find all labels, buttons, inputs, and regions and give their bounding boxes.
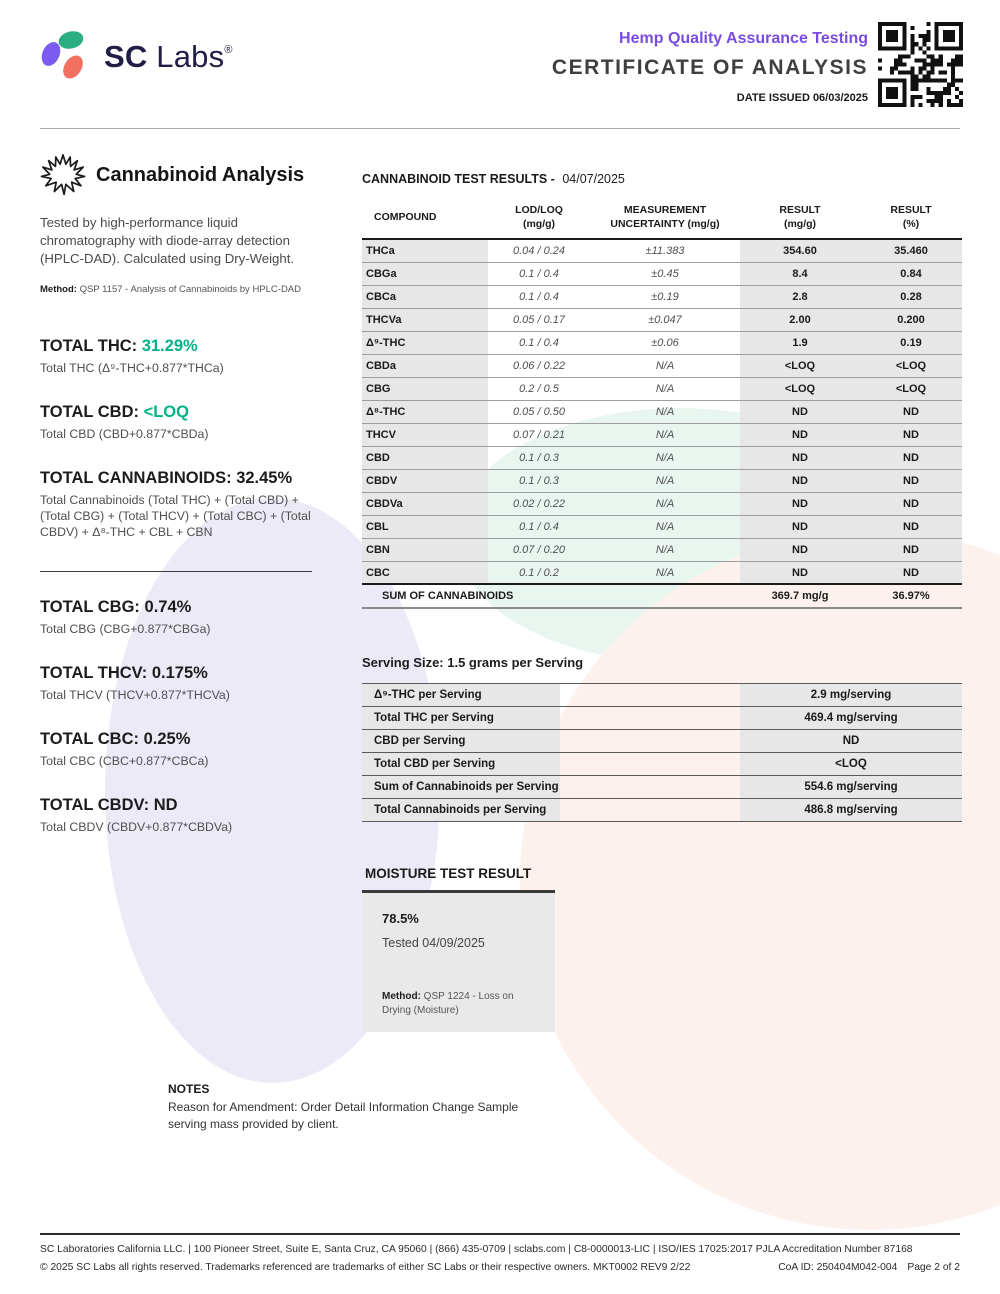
col-uncertainty: MEASUREMENT UNCERTAINTY (mg/g) [590, 198, 740, 239]
col-result-pct: RESULT (%) [860, 198, 962, 239]
uncertainty-value: ±0.047 [590, 308, 740, 331]
result-pct: ND [860, 469, 962, 492]
serving-gap [560, 707, 740, 730]
total-cbc-label: TOTAL CBC: [40, 729, 139, 748]
total-cbdv-block [40, 796, 328, 836]
compound-name: Δ⁸-THC [362, 400, 488, 423]
total-cannabinoids-value: 32.45% [236, 468, 293, 487]
total-cannabinoids-block [40, 469, 328, 541]
footer-lab-info: SC Laboratories California LLC. | 100 Pioneer Street, Suite E, Santa Cruz, CA 95060 | (866) 435-0709 | sclabs.com | C8-0000013-LIC | ISO/IES 17025:2017 PJLA Accreditation Number 87168 [40, 1244, 913, 1255]
compound-name: CBDVa [362, 492, 488, 515]
serving-gap [560, 684, 740, 707]
table-row [362, 730, 962, 753]
compound-name: CBD [362, 446, 488, 469]
result-mg: ND [740, 561, 860, 584]
notes-body: Reason for Amendment: Order Detail Information Change Sample serving mass provided by client. [168, 1100, 519, 1132]
table-row [362, 515, 962, 538]
method-label: Method: [40, 283, 77, 295]
total-thc-label: TOTAL THC: [40, 336, 138, 355]
compound-name: CBDa [362, 354, 488, 377]
cannabinoid-analysis-panel [40, 152, 328, 836]
analysis-header [40, 152, 328, 198]
lod-loq-value: 0.1 / 0.4 [488, 285, 590, 308]
total-cannabinoids-formula: Total Cannabinoids (Total THC) + (Total CBD) + (Total CBG) + (Total THCV) + (Total CBC) + (Total CBDV) + Δ⁸-THC + CBL + CBN [40, 492, 311, 539]
col-result-mg: RESULT (mg/g) [740, 198, 860, 239]
compound-name: THCVa [362, 308, 488, 331]
uncertainty-value: ±0.06 [590, 331, 740, 354]
footer-coa-id: CoA ID: 250404M042-004 [778, 1262, 898, 1273]
serving-value: 486.8 mg/serving [740, 799, 962, 822]
result-mg: ND [740, 400, 860, 423]
total-cbg-formula: Total CBG (CBG+0.877*CBGa) [40, 621, 211, 636]
sum-label: SUM OF CANNABINOIDS [362, 584, 740, 608]
result-mg: ND [740, 538, 860, 561]
serving-value: 469.4 mg/serving [740, 707, 962, 730]
result-pct: ND [860, 561, 962, 584]
total-cbdv-value: ND [153, 795, 178, 814]
result-mg: ND [740, 469, 860, 492]
table-row [362, 400, 962, 423]
result-pct: 0.19 [860, 331, 962, 354]
result-pct: ND [860, 492, 962, 515]
compound-name: CBC [362, 561, 488, 584]
total-thcv-formula: Total THCV (THCV+0.877*THCVa) [40, 687, 230, 702]
uncertainty-value: N/A [590, 400, 740, 423]
moisture-result-box [362, 890, 555, 1032]
total-cbdv-formula: Total CBDV (CBDV+0.877*CBDVa) [40, 819, 233, 834]
serving-label: Total CBD per Serving [362, 753, 560, 776]
lod-loq-value: 0.04 / 0.24 [488, 239, 590, 262]
method-text: QSP 1157 - Analysis of Cannabinoids by HPLC-DAD [79, 283, 302, 295]
compound-name: CBG [362, 377, 488, 400]
cannabinoid-results-table [362, 198, 962, 609]
notes-heading: NOTES [168, 1082, 210, 1096]
footer-legal-line [40, 1262, 960, 1273]
serving-value: ND [740, 730, 962, 753]
total-cannabinoids-label: TOTAL CANNABINOIDS: [40, 468, 232, 487]
serving-size-section [362, 655, 962, 822]
lod-loq-value: 0.02 / 0.22 [488, 492, 590, 515]
table-row [362, 753, 962, 776]
uncertainty-value: N/A [590, 492, 740, 515]
compound-name: Δ⁹-THC [362, 331, 488, 354]
table-row [362, 684, 962, 707]
lod-loq-value: 0.1 / 0.4 [488, 262, 590, 285]
results-heading-text: CANNABINOID TEST RESULTS - [362, 172, 555, 186]
footer-copyright: © 2025 SC Labs all rights reserved. Trademarks referenced are trademarks of either SC Labs or their respective owners. MKT0002 REV9 2/22 [40, 1262, 691, 1273]
method-text: QSP 1224 - Loss on Drying (Moisture) [382, 991, 514, 1016]
total-thc-block [40, 337, 328, 377]
compound-name: THCa [362, 239, 488, 262]
total-thcv-heading [40, 664, 328, 683]
sc-labs-petals-icon [40, 26, 92, 87]
result-mg: <LOQ [740, 377, 860, 400]
uncertainty-value: ±11.383 [590, 239, 740, 262]
result-pct: ND [860, 400, 962, 423]
uncertainty-value: N/A [590, 538, 740, 561]
table-row [362, 776, 962, 799]
result-mg: <LOQ [740, 354, 860, 377]
table-row [362, 446, 962, 469]
total-cbc-value: 0.25% [143, 729, 191, 748]
result-mg: 2.00 [740, 308, 860, 331]
total-cbdv-heading [40, 796, 328, 815]
table-row [362, 331, 962, 354]
total-thc-heading [40, 337, 328, 356]
serving-size-title: Serving Size: 1.5 grams per Serving [362, 655, 584, 671]
table-row [362, 377, 962, 400]
method-label: Method: [382, 991, 421, 1003]
date-issued: DATE ISSUED 06/03/2025 [736, 92, 868, 104]
lod-loq-value: 0.1 / 0.4 [488, 515, 590, 538]
uncertainty-value: ±0.19 [590, 285, 740, 308]
moisture-value: 78.5% [382, 911, 419, 927]
total-cbg-heading [40, 598, 328, 617]
program-title: Hemp Quality Assurance Testing [619, 30, 868, 47]
col-lod-loq: LOD/LOQ (mg/g) [488, 198, 590, 239]
compound-name: CBL [362, 515, 488, 538]
analysis-title: Cannabinoid Analysis [96, 163, 305, 186]
result-pct: 0.28 [860, 285, 962, 308]
results-heading [362, 172, 962, 186]
table-row [362, 707, 962, 730]
total-cbg-block [40, 598, 328, 638]
total-cbd-formula: Total CBD (CBD+0.877*CBDa) [40, 426, 209, 441]
uncertainty-value: N/A [590, 469, 740, 492]
result-mg: 1.9 [740, 331, 860, 354]
result-mg: ND [740, 446, 860, 469]
serving-label: Total THC per Serving [362, 707, 560, 730]
left-column-divider [40, 571, 312, 572]
sc-labs-wordmark: SC Labs® [104, 38, 233, 74]
result-mg: ND [740, 423, 860, 446]
serving-label: Δ⁹-THC per Serving [362, 684, 560, 707]
serving-gap [560, 799, 740, 822]
total-cbc-formula: Total CBC (CBC+0.877*CBCa) [40, 753, 209, 768]
sum-of-cannabinoids-row [362, 584, 962, 608]
lod-loq-value: 0.07 / 0.20 [488, 538, 590, 561]
result-pct: ND [860, 423, 962, 446]
lod-loq-value: 0.07 / 0.21 [488, 423, 590, 446]
result-mg: 2.8 [740, 285, 860, 308]
table-row [362, 354, 962, 377]
total-cbd-label: TOTAL CBD: [40, 402, 139, 421]
table-row [362, 492, 962, 515]
compound-name: CBGa [362, 262, 488, 285]
total-cbd-value: <LOQ [143, 402, 189, 421]
lod-loq-value: 0.05 / 0.17 [488, 308, 590, 331]
serving-value: 2.9 mg/serving [740, 684, 962, 707]
result-mg: 8.4 [740, 262, 860, 285]
results-panel [362, 172, 962, 1032]
total-cbc-block [40, 730, 328, 770]
serving-label: Total Cannabinoids per Serving [362, 799, 560, 822]
analysis-description: Tested by high-performance liquid chromatography with diode-array detection (HPLC-DAD). Calculated using Dry-Weight. [40, 215, 295, 267]
total-cbd-heading [40, 403, 328, 422]
total-cbd-block [40, 403, 328, 443]
header-title-block [552, 30, 868, 104]
compound-name: CBN [362, 538, 488, 561]
compound-name: THCV [362, 423, 488, 446]
uncertainty-value: N/A [590, 446, 740, 469]
qr-code [878, 22, 963, 107]
total-thc-value: 31.29% [141, 336, 198, 355]
moisture-test-section [362, 866, 555, 1032]
page-footer [40, 1233, 960, 1273]
serving-label: CBD per Serving [362, 730, 560, 753]
footer-page-number: Page 2 of 2 [907, 1262, 960, 1273]
hemp-leaf-icon [40, 152, 86, 198]
result-mg: ND [740, 492, 860, 515]
lod-loq-value: 0.1 / 0.3 [488, 469, 590, 492]
uncertainty-value: N/A [590, 423, 740, 446]
total-cannabinoids-heading [40, 469, 328, 488]
total-cbg-label: TOTAL CBG: [40, 597, 140, 616]
serving-label: Sum of Cannabinoids per Serving [362, 776, 560, 799]
results-heading-date: 04/07/2025 [562, 172, 625, 186]
lod-loq-value: 0.1 / 0.3 [488, 446, 590, 469]
compound-name: CBDV [362, 469, 488, 492]
table-row [362, 538, 962, 561]
serving-value: 554.6 mg/serving [740, 776, 962, 799]
table-row [362, 262, 962, 285]
table-row [362, 799, 962, 822]
table-row [362, 239, 962, 262]
moisture-method [382, 990, 535, 1017]
total-cbg-value: 0.74% [144, 597, 192, 616]
sum-pct-value: 36.97% [860, 584, 962, 608]
sum-mg-value: 369.7 mg/g [740, 584, 860, 608]
notes-section [168, 1082, 540, 1134]
certificate-title: CERTIFICATE OF ANALYSIS [551, 56, 868, 79]
table-row [362, 561, 962, 584]
total-thcv-value: 0.175% [151, 663, 208, 682]
uncertainty-value: N/A [590, 561, 740, 584]
uncertainty-value: N/A [590, 354, 740, 377]
sc-labs-logo [40, 26, 233, 87]
total-thc-formula: Total THC (Δ⁹-THC+0.877*THCa) [40, 360, 224, 375]
serving-value: <LOQ [740, 753, 962, 776]
uncertainty-value: N/A [590, 515, 740, 538]
result-pct: 0.200 [860, 308, 962, 331]
col-compound: COMPOUND [362, 198, 488, 239]
result-pct: ND [860, 446, 962, 469]
results-header-row [362, 198, 962, 239]
lod-loq-value: 0.2 / 0.5 [488, 377, 590, 400]
serving-size-table [362, 683, 962, 822]
result-pct: 0.84 [860, 262, 962, 285]
total-thcv-label: TOTAL THCV: [40, 663, 148, 682]
result-mg: 354.60 [740, 239, 860, 262]
serving-gap [560, 730, 740, 753]
result-pct: ND [860, 538, 962, 561]
table-row [362, 308, 962, 331]
result-pct: ND [860, 515, 962, 538]
total-cbc-heading [40, 730, 328, 749]
serving-gap [560, 776, 740, 799]
result-pct: <LOQ [860, 377, 962, 400]
lod-loq-value: 0.05 / 0.50 [488, 400, 590, 423]
analysis-method [40, 284, 328, 295]
total-thcv-block [40, 664, 328, 704]
result-mg: ND [740, 515, 860, 538]
total-cbdv-label: TOTAL CBDV: [40, 795, 150, 814]
uncertainty-value: ±0.45 [590, 262, 740, 285]
table-row [362, 423, 962, 446]
lod-loq-value: 0.1 / 0.4 [488, 331, 590, 354]
serving-gap [560, 753, 740, 776]
compound-name: CBCa [362, 285, 488, 308]
result-pct: <LOQ [860, 354, 962, 377]
table-row [362, 285, 962, 308]
lod-loq-value: 0.1 / 0.2 [488, 561, 590, 584]
lod-loq-value: 0.06 / 0.22 [488, 354, 590, 377]
moisture-tested-date: Tested 04/09/2025 [382, 936, 485, 951]
header-divider [40, 128, 960, 129]
uncertainty-value: N/A [590, 377, 740, 400]
moisture-test-title: MOISTURE TEST RESULT [365, 866, 532, 882]
table-row [362, 469, 962, 492]
result-pct: 35.460 [860, 239, 962, 262]
